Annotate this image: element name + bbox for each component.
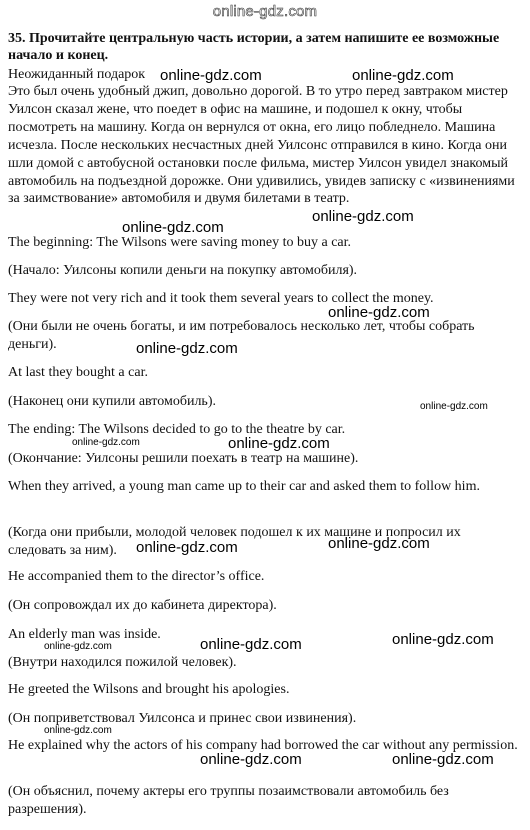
watermark: online-gdz.com — [352, 67, 454, 84]
watermark: online-gdz.com — [328, 535, 430, 552]
story-title: Неожиданный подарок — [8, 67, 146, 82]
answer-line: (Внутри находился пожилой человек). — [8, 655, 237, 670]
answer-line: He greeted the Wilsons and brought his apologies. — [8, 682, 290, 697]
answer-line: (Когда они прибыли, молодой человек подошел к их машине и попросил их следовать за ним). — [8, 525, 461, 558]
watermark: online-gdz.com — [136, 539, 238, 556]
answer-line: (Наконец они купили автомобиль). — [8, 394, 216, 409]
watermark: online-gdz.com — [200, 636, 302, 653]
watermark: online-gdz.com — [200, 751, 302, 768]
task-heading: 35. Прочитайте центральную часть истории, а затем напишите ее возможные начало и конец. — [8, 31, 500, 63]
answer-line: When they arrived, a young man came up to their car and asked them to follow him. — [8, 479, 480, 494]
answer-line: The beginning: The Wilsons were saving money to buy a car. — [8, 235, 352, 250]
answer-line: An elderly man was inside. — [8, 627, 161, 642]
watermark: online-gdz.com — [392, 631, 494, 648]
watermark: online-gdz.com — [136, 340, 238, 357]
watermark: online-gdz.com — [228, 435, 330, 452]
story-text: Это был очень удобный джип, довольно дорогой. В то утро перед завтраком мистер Уилсон сказал жене, что поедет в офис на машине, и подошел к окну, чтобы посмотреть на машину. Когда он вернулся от окна, его лицо побледнело. Машина исчезла. После нескольких несчастных дней Уилсонс отправился в кино. Когда они шли домой с автобусной остановки после фильма, мистер Уилсон увидел знакомый автомобиль на подъездной дорожке. Они удивились, увидев записку с «извинениями за заимствование» автомобиля и двумя билетами в театр. — [8, 84, 515, 207]
answer-line: (Начало: Уилсоны копили деньги на покупку автомобиля). — [8, 263, 358, 278]
answer-line: They were not very rich and it took them several years to collect the money. — [8, 291, 434, 306]
answer-line: (Он объяснил, почему актеры его труппы позаимствовали автомобиль без разрешения). — [8, 784, 449, 817]
answer-line: The ending: The Wilsons decided to go to the theatre by car. — [8, 422, 346, 437]
answer-line: He explained why the actors of his company had borrowed the car without any permission. — [8, 738, 518, 753]
answer-line: (Они были не очень богаты, и им потребовалось несколько лет, чтобы собрать деньги). — [8, 319, 475, 352]
site-header-logo[interactable]: online-gdz.com — [212, 3, 318, 20]
watermark: online-gdz.com — [44, 725, 112, 736]
answer-line: He accompanied them to the director’s office. — [8, 569, 265, 584]
watermark: online-gdz.com — [392, 751, 494, 768]
answer-line: At last they bought a car. — [8, 365, 148, 380]
watermark: online-gdz.com — [160, 67, 262, 84]
watermark: online-gdz.com — [420, 401, 488, 412]
answer-line: (Окончание: Уилсоны решили поехать в театр на машине). — [8, 451, 359, 466]
watermark: online-gdz.com — [44, 641, 112, 652]
watermark: online-gdz.com — [312, 208, 414, 225]
watermark: online-gdz.com — [122, 219, 224, 236]
watermark: online-gdz.com — [328, 304, 430, 321]
answer-line: (Он поприветствовал Уилсонса и принес свои извинения). — [8, 711, 357, 726]
answer-line: (Он сопровождал их до кабинета директора). — [8, 598, 277, 613]
watermark: online-gdz.com — [72, 437, 140, 448]
